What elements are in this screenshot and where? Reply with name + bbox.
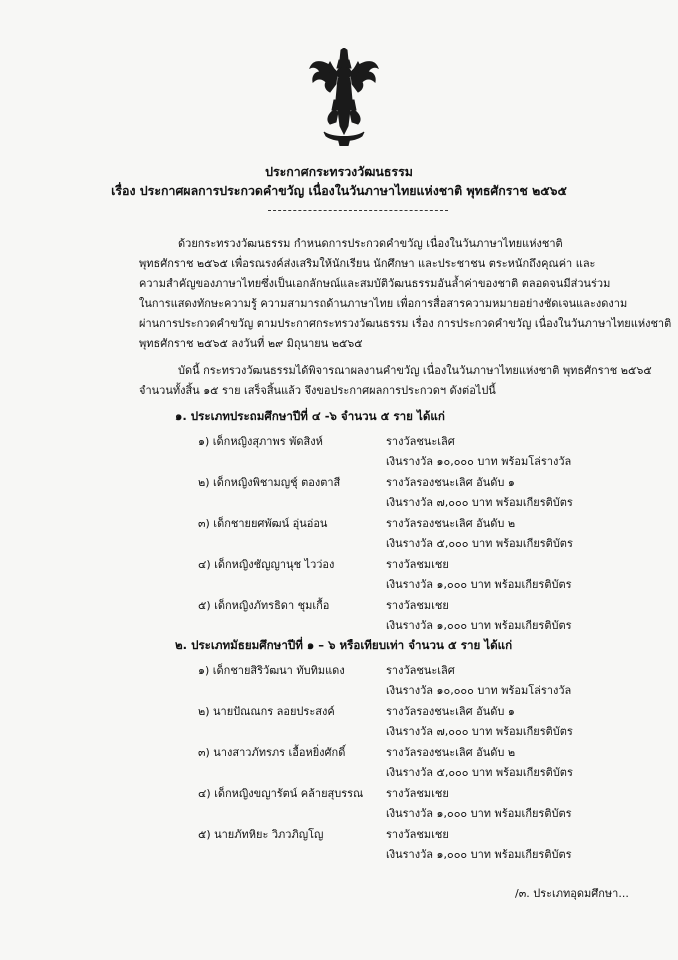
entry-award: รางวัลชนะเลิศ	[386, 435, 455, 448]
paragraph-line: ผ่านการประกวดคำขวัญ ตามประกาศกระทรวงวัฒนธรรม เรื่อง การประกวดคำขวัญ เนื่องในวันภาษาไทยแห่งชาติ	[139, 317, 672, 330]
entry-prize: เงินรางวัล ๑,๐๐๐ บาท พร้อมเกียรติบัตร	[386, 619, 572, 632]
entry-prize: เงินรางวัล ๗,๐๐๐ บาท พร้อมเกียรติบัตร	[386, 496, 573, 509]
document-subject: เรื่อง ประกาศผลการประกวดคำขวัญ เนื่องในวันภาษาไทยแห่งชาติ พุทธศักราช ๒๕๖๕	[111, 183, 567, 198]
paragraph-line: บัดนี้ กระทรวงวัฒนธรรมได้พิจารณาผลงานคำขวัญ เนื่องในวันภาษาไทยแห่งชาติ พุทธศักราช ๒๕๖๕	[178, 364, 652, 377]
entry-name: ๑) เด็กชายสิริวัฒนา ทับทิมแดง	[198, 664, 345, 677]
paragraph-line: พุทธศักราช ๒๕๖๕ ลงวันที่ ๒๙ มิถุนายน ๒๕๖๕	[139, 337, 363, 350]
entry-award: รางวัลรองชนะเลิศ อันดับ ๑	[386, 705, 515, 718]
continued-footer: /๓. ประเภทอุดมศึกษา...	[515, 887, 629, 900]
entry-name: ๑) เด็กหญิงสุภาพร พัดสิงห์	[198, 435, 323, 448]
entry-award: รางวัลรองชนะเลิศ อันดับ ๒	[386, 746, 516, 759]
entry-prize: เงินรางวัล ๕,๐๐๐ บาท พร้อมเกียรติบัตร	[386, 766, 573, 779]
entry-award: รางวัลชมเชย	[386, 599, 449, 612]
garuda-emblem-icon	[308, 48, 380, 146]
entry-award: รางวัลรองชนะเลิศ อันดับ ๑	[386, 476, 515, 489]
entry-award: รางวัลชมเชย	[386, 828, 449, 841]
entry-prize: เงินรางวัล ๕,๐๐๐ บาท พร้อมเกียรติบัตร	[386, 537, 573, 550]
entry-name: ๒) นายปัณณกร ลอยประสงค์	[198, 705, 335, 718]
title-divider	[268, 210, 448, 211]
entry-name: ๕) เด็กหญิงภัทรธิดา ชุมเกื้อ	[198, 599, 330, 612]
entry-award: รางวัลรองชนะเลิศ อันดับ ๒	[386, 517, 516, 530]
entry-award: รางวัลชมเชย	[386, 787, 449, 800]
section-heading: ๑. ประเภทประถมศึกษาปีที่ ๔ -๖ จำนวน ๕ ราย ได้แก่	[175, 409, 445, 423]
entry-prize: เงินรางวัล ๗,๐๐๐ บาท พร้อมเกียรติบัตร	[386, 725, 573, 738]
paragraph-line: ด้วยกระทรวงวัฒนธรรม กำหนดการประกวดคำขวัญ เนื่องในวันภาษาไทยแห่งชาติ	[178, 237, 563, 250]
paragraph-line: จำนวนทั้งสิ้น ๑๕ ราย เสร็จสิ้นแล้ว จึงขอประกาศผลการประกวดฯ ดังต่อไปนี้	[139, 384, 496, 397]
document-title: ประกาศกระทรวงวัฒนธรรม	[265, 164, 413, 179]
entry-prize: เงินรางวัล ๑๐,๐๐๐ บาท พร้อมโล่รางวัล	[386, 455, 572, 468]
paragraph-line: ความสำคัญของภาษาไทยซึ่งเป็นเอกลักษณ์และสมบัติวัฒนธรรมอันล้ำค่าของชาติ ตลอดจนมีส่วนร่วม	[139, 277, 611, 290]
paragraph-line: พุทธศักราช ๒๕๖๕ เพื่อรณรงค์ส่งเสริมให้นักเรียน นักศึกษา และประชาชน ตระหนักถึงคุณค่า และ	[139, 257, 596, 270]
section-heading: ๒. ประเภทมัธยมศึกษาปีที่ ๑ – ๖ หรือเทียบเท่า จำนวน ๕ ราย ได้แก่	[175, 638, 513, 652]
paragraph-line: ในการแสดงทักษะความรู้ ความสามารถด้านภาษาไทย เพื่อการสื่อสารความหมายอย่างชัดเจนและงดงาม	[139, 297, 628, 310]
entry-name: ๔) เด็กหญิงชัญญานุช ไวว่อง	[198, 558, 335, 571]
entry-name: ๒) เด็กหญิงพิชามญชุ์ ตองตาสี	[198, 476, 341, 489]
entry-name: ๔) เด็กหญิงขญารัตน์ คล้ายสุบรรณ	[198, 787, 364, 800]
entry-prize: เงินรางวัล ๑,๐๐๐ บาท พร้อมเกียรติบัตร	[386, 848, 572, 861]
entry-award: รางวัลชมเชย	[386, 558, 449, 571]
entry-name: ๓) นางสาวภัทรภร เอื้อหยิ่งศักดิ์	[198, 746, 346, 759]
entry-award: รางวัลชนะเลิศ	[386, 664, 455, 677]
entry-prize: เงินรางวัล ๑,๐๐๐ บาท พร้อมเกียรติบัตร	[386, 807, 572, 820]
entry-prize: เงินรางวัล ๑,๐๐๐ บาท พร้อมเกียรติบัตร	[386, 578, 572, 591]
entry-prize: เงินรางวัล ๑๐,๐๐๐ บาท พร้อมโล่รางวัล	[386, 684, 572, 697]
entry-name: ๕) นายภัทหิยะ วิภวภิญโญ	[198, 828, 324, 841]
entry-name: ๓) เด็กชายยศพัฒน์ อุ่นอ่อน	[198, 517, 328, 530]
